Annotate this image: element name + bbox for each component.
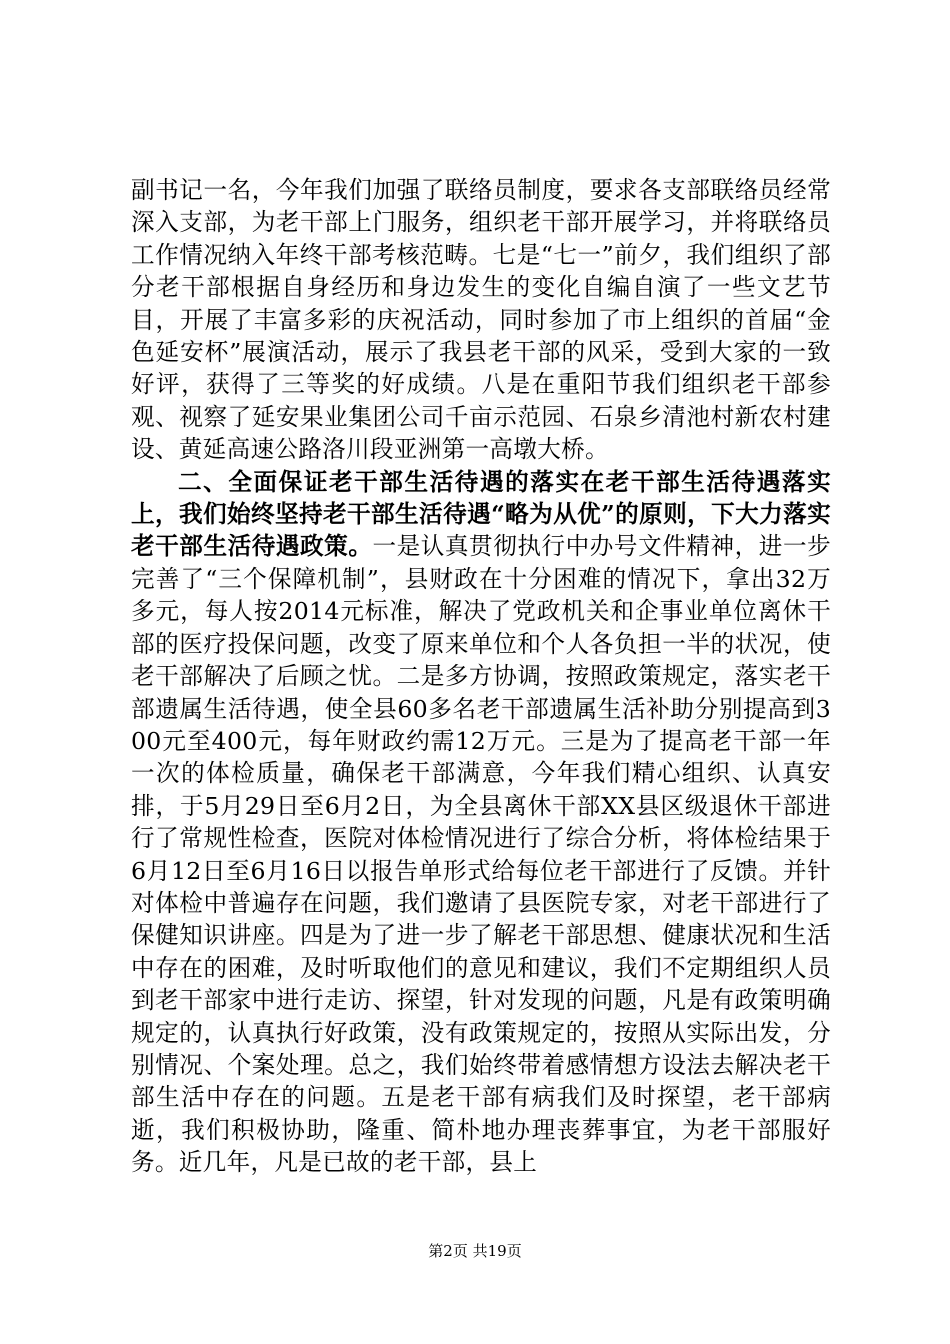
paragraph-1-text: 副书记一名，今年我们加强了联络员制度，要求各支部联络员经常深入支部，为老干部上门服务，组织老干部开展学习，并将联络员工作情况纳入年终干部考核范畴。七是“七一”前夕，我们组织了部分老干部根据自身经历和身边发生的变化自编自演了一些文艺节目，开展了丰富多彩的庆祝活动，同时参加了市上组织的首届“金色延安杯”展演活动，展示了我县老干部的风采，受到大家的一致好评，获得了三等奖的好成绩。八是在重阳节我们组织老干部参观、视察了延安果业集团公司千亩示范园、石泉乡清池村新农村建设、黄延高速公路洛川段亚洲第一高墩大桥。 [131,176,831,464]
page-footer [0,1240,950,1261]
page-number-label: 第2页 共19页 [428,1242,522,1260]
section-two-heading: 二、全面保证老干部生活待遇的落实在老干部生活待遇落实上，我们始终坚持老干部生活待遇“略为从优”的原则，下大力落实老干部生活待遇政策。 [131,467,831,561]
document-body [131,174,831,1179]
section-two-body: 一是认真贯彻执行中办号文件精神，进一步完善了“三个保障机制”，县财政在十分困难的情况下，拿出32万多元，每人按2014元标准，解决了党政机关和企事业单位离休干部的医疗投保问题，改变了原来单位和个人各负担一半的状况，使老干部解决了后顾之忧。二是多方协调，按照政策规定，落实老干部遗属生活待遇，使全县60多名老干部遗属生活补助分别提高到300元至400元，每年财政约需12万元。三是为了提高老干部一年一次的体检质量，确保老干部满意，今年我们精心组织、认真安排，于5月29日至6月2日，为全县离休干部XX县区级退休干部进行了常规性检查，医院对体检情况进行了综合分析，将体检结果于6月12日至6月16日以报告单形式给每位老干部进行了反馈。并针对体检中普遍存在问题，我们邀请了县医院专家，对老干部进行了保健知识讲座。四是为了进一步了解老干部思想、健康状况和生活中存在的困难，及时听取他们的意见和建议，我们不定期组织人员到老干部家中进行走访、探望，针对发现的问题，凡是有政策明确规定的，认真执行好政策，没有政策规定的，按照从实际出发，分别情况、个案处理。总之，我们始终带着感情想方设法去解决老干部生活中存在的问题。五是老干部有病我们及时探望，老干部病逝，我们积极协助，隆重、简朴地办理丧葬事宜，为老干部服好务。近几年，凡是已故的老干部，县上 [131,532,831,1177]
paragraph-continuation [131,174,831,466]
paragraph-section-two [131,466,831,1179]
